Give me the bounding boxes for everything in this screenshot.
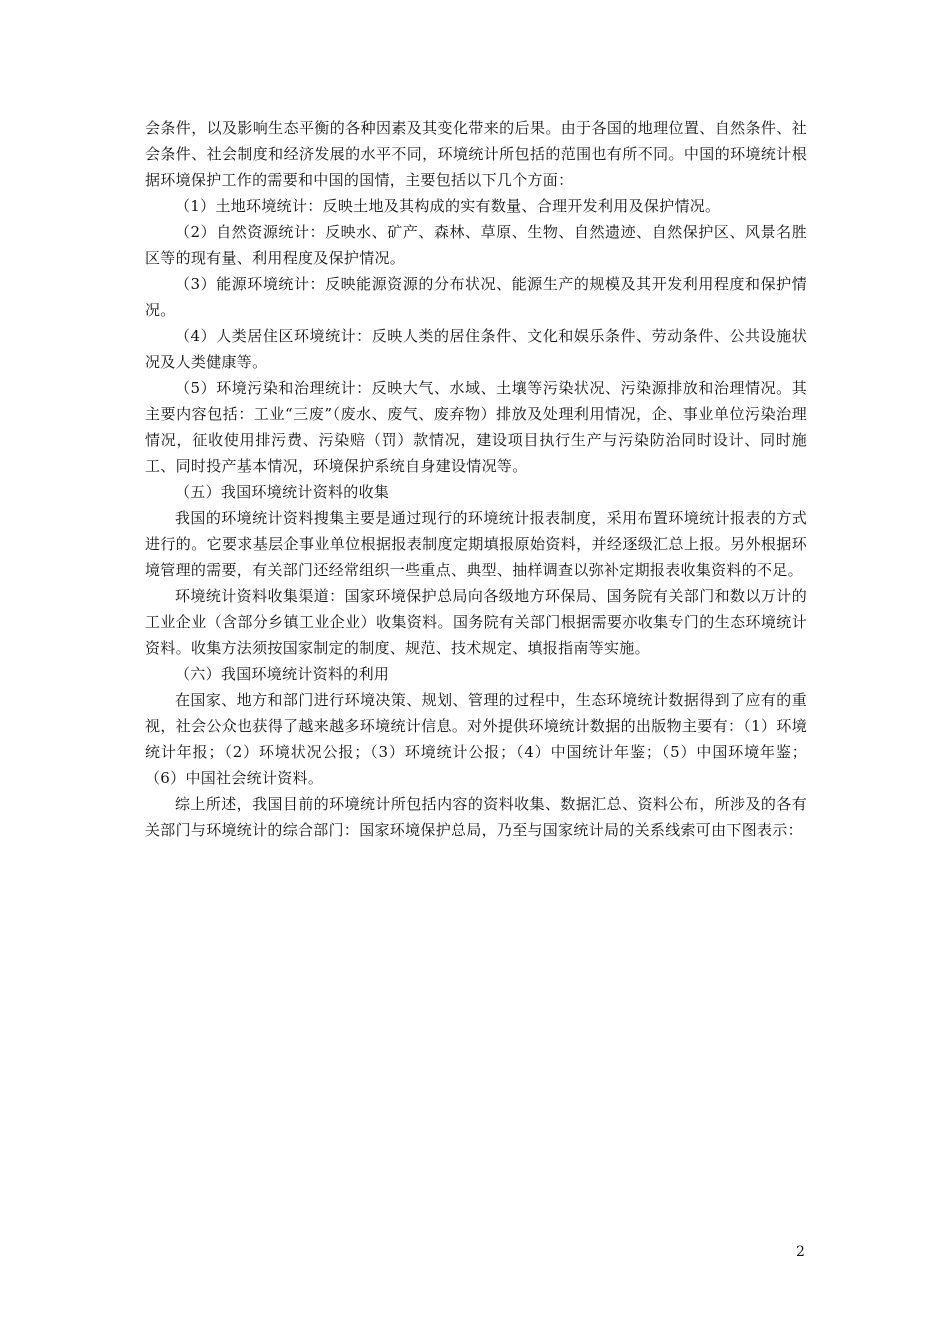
list-item-pollution: （5）环境污染和治理统计：反映大气、水域、土壤等污染状况、污染源排放和治理情况。其主要内容包括：工业“三废”（废水、废气、废弃物）排放及处理利用情况，企、事业单位污染治理情况，征收使用排污费、污染赔（罚）款情况，建设项目执行生产与污染防治同时设计、同时施工、同时投产基本情况，环境保护系统自身建设情况等。 (145, 379, 807, 475)
paragraph-collection: 我国的环境统计资料搜集主要是通过现行的环境统计报表制度，采用布置环境统计报表的方式进行的。它要求基层企事业单位根据报表制度定期填报原始资料，并经逐级汇总上报。另外根据环境管理的需要，有关部门还经常组织一些重点、典型、抽样调查以弥补定期报表收集资料的不足。 (145, 509, 807, 579)
paragraph-summary: 综上所述，我国目前的环境统计所包括内容的资料收集、数据汇总、资料公布，所涉及的各有关部门与环境统计的综合部门：国家环境保护总局，乃至与国家统计局的关系线索可由下图表示： (145, 795, 807, 839)
list-item-energy: （3）能源环境统计：反映能源资源的分布状况、能源生产的规模及其开发利用程度和保护情况。 (145, 275, 807, 319)
page-number: 2 (796, 1244, 805, 1260)
section-heading-utilization: （六）我国环境统计资料的利用 (175, 665, 390, 683)
paragraph-continuation: 会条件，以及影响生态平衡的各种因素及其变化带来的后果。由于各国的地理位置、自然条件、社会条件、社会制度和经济发展的水平不同，环境统计所包括的范围也有所不同。中国的环境统计根据环境保护工作的需要和中国的国情，主要包括以下几个方面： (145, 119, 807, 189)
list-item-natural-resources: （2）自然资源统计：反映水、矿产、森林、草原、生物、自然遗迹、自然保护区、风景名胜区等的现有量、利用程度及保护情况。 (145, 223, 807, 267)
list-item-land: （1）土地环境统计：反映土地及其构成的实有数量、合理开发利用及保护情况。 (175, 197, 721, 215)
list-item-residential: （4）人类居住区环境统计：反映人类的居住条件、文化和娱乐条件、劳动条件、公共设施状况及人类健康等。 (145, 327, 807, 371)
document-body (145, 115, 807, 843)
paragraph-utilization: 在国家、地方和部门进行环境决策、规划、管理的过程中，生态环境统计数据得到了应有的重视，社会公众也获得了越来越多环境统计信息。对外提供环境统计数据的出版物主要有：（1）环境统计年报；（2）环境状况公报；（3）环境统计公报；（4）中国统计年鉴；（5）中国环境年鉴；（6）中国社会统计资料。 (145, 691, 807, 787)
section-heading-collection: （五）我国环境统计资料的收集 (175, 483, 390, 501)
paragraph-channels: 环境统计资料收集渠道：国家环境保护总局向各级地方环保局、国务院有关部门和数以万计的工业企业（含部分乡镇工业企业）收集资料。国务院有关部门根据需要亦收集专门的生态环境统计资料。收集方法须按国家制定的制度、规范、技术规定、填报指南等实施。 (145, 587, 807, 657)
